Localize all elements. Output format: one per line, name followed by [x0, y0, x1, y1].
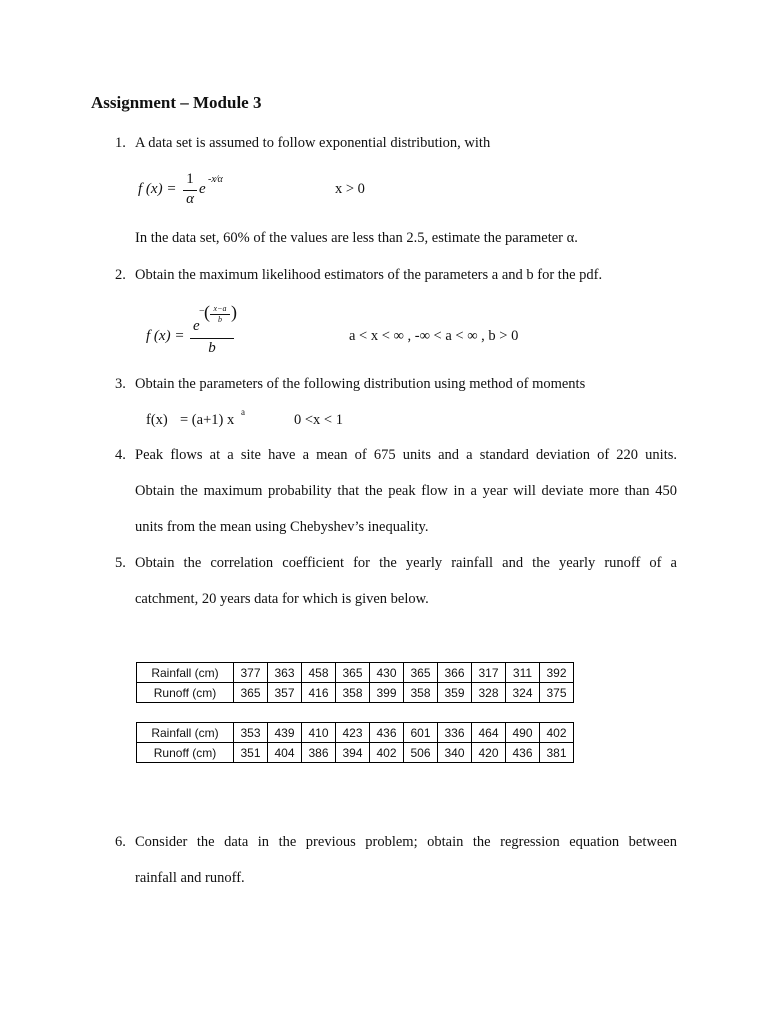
table-row-runoff [137, 743, 574, 763]
table-cell: 399 [370, 683, 404, 703]
q2-formula-e: e [193, 318, 200, 334]
q1-formula-denominator: α [186, 191, 194, 207]
table-cell: 464 [472, 723, 506, 743]
table-cell: 359 [438, 683, 472, 703]
q2-number: 2. [115, 267, 126, 283]
q4-line-3: units from the mean using Chebyshev’s inequality. [135, 519, 429, 535]
table-cell: 416 [302, 683, 336, 703]
q1-condition: x > 0 [335, 181, 365, 197]
q6-line-1: Consider the data in the previous problem; obtain the regression equation between [135, 834, 677, 850]
table-cell: 317 [472, 663, 506, 683]
q3-number: 3. [115, 376, 126, 392]
table-cell: 363 [268, 663, 302, 683]
table-row-rainfall [137, 663, 574, 683]
table-cell: 410 [302, 723, 336, 743]
table-row-runoff [137, 683, 574, 703]
q2-exp-paren-open: ( [204, 302, 210, 322]
q2-formula-denominator: b [208, 340, 216, 356]
table-cell: 311 [506, 663, 540, 683]
q2-condition: a < x < ∞ , -∞ < a < ∞ , b > 0 [349, 328, 519, 344]
row-header: Runoff (cm) [137, 743, 234, 763]
table-cell: 506 [404, 743, 438, 763]
q1-text: A data set is assumed to follow exponential distribution, with [135, 135, 491, 151]
table-cell: 423 [336, 723, 370, 743]
table-cell: 601 [404, 723, 438, 743]
table-cell: 402 [370, 743, 404, 763]
q1-note: In the data set, 60% of the values are less than 2.5, estimate the parameter α. [135, 230, 578, 246]
table-cell: 365 [234, 683, 268, 703]
q5-line-2: catchment, 20 years data for which is given below. [135, 591, 429, 607]
table-cell: 324 [506, 683, 540, 703]
table-cell: 358 [336, 683, 370, 703]
table-cell: 357 [268, 683, 302, 703]
table-cell: 336 [438, 723, 472, 743]
q3-formula-rhs: = (a+1) x [180, 412, 235, 428]
table-row-rainfall [137, 723, 574, 743]
page-title: Assignment – Module 3 [91, 93, 262, 112]
q2-exp-numerator: x−a [213, 304, 227, 313]
q3-formula-superscript: a [241, 407, 245, 417]
q4-line-2: Obtain the maximum probability that the peak flow in a year will deviate more than 450 [135, 483, 677, 499]
table-cell: 392 [540, 663, 574, 683]
table-cell: 436 [506, 743, 540, 763]
q3-formula-lhs: f(x) [146, 412, 168, 428]
q5-number: 5. [115, 555, 126, 571]
table-cell: 402 [540, 723, 574, 743]
table-cell: 365 [336, 663, 370, 683]
table-cell: 394 [336, 743, 370, 763]
q1-formula-lhs: f (x) = [138, 181, 177, 197]
table-cell: 377 [234, 663, 268, 683]
q4-number: 4. [115, 447, 126, 463]
table-cell: 358 [404, 683, 438, 703]
q1-formula-numerator: 1 [186, 171, 194, 187]
q4-line-1: Peak flows at a site have a mean of 675 units and a standard deviation of 220 units. [135, 447, 677, 463]
table-cell: 420 [472, 743, 506, 763]
row-header: Rainfall (cm) [137, 723, 234, 743]
q5-line-1: Obtain the correlation coefficient for the yearly rainfall and the yearly runoff of a [135, 555, 677, 571]
row-header: Runoff (cm) [137, 683, 234, 703]
q2-text: Obtain the maximum likelihood estimators of the parameters a and b for the pdf. [135, 267, 603, 283]
q2-exp-paren-close: ) [231, 302, 237, 322]
table-cell: 375 [540, 683, 574, 703]
q2-exp-denominator: b [218, 315, 222, 324]
table-cell: 381 [540, 743, 574, 763]
table-cell: 439 [268, 723, 302, 743]
q3-text: Obtain the parameters of the following distribution using method of moments [135, 376, 586, 392]
q3-condition: 0 <x < 1 [294, 412, 343, 428]
table-cell: 490 [506, 723, 540, 743]
table-cell: 353 [234, 723, 268, 743]
table-cell: 404 [268, 743, 302, 763]
data-table-1 [136, 662, 574, 703]
q1-number: 1. [115, 135, 126, 151]
q2-fraction-bar [190, 338, 234, 339]
table-cell: 436 [370, 723, 404, 743]
table-cell: 386 [302, 743, 336, 763]
table-cell: 328 [472, 683, 506, 703]
table-cell: 458 [302, 663, 336, 683]
q1-formula-e: e [199, 181, 206, 197]
q1-formula-exponent: -x⁄α [208, 174, 223, 185]
table-cell: 366 [438, 663, 472, 683]
table-cell: 340 [438, 743, 472, 763]
table-cell: 365 [404, 663, 438, 683]
row-header: Rainfall (cm) [137, 663, 234, 683]
data-table-2 [136, 722, 574, 763]
q6-number: 6. [115, 834, 126, 850]
q2-exp-minus: − [199, 306, 205, 317]
q6-line-2: rainfall and runoff. [135, 870, 245, 886]
table-cell: 351 [234, 743, 268, 763]
table-cell: 430 [370, 663, 404, 683]
q2-formula-lhs: f (x) = [146, 328, 185, 344]
